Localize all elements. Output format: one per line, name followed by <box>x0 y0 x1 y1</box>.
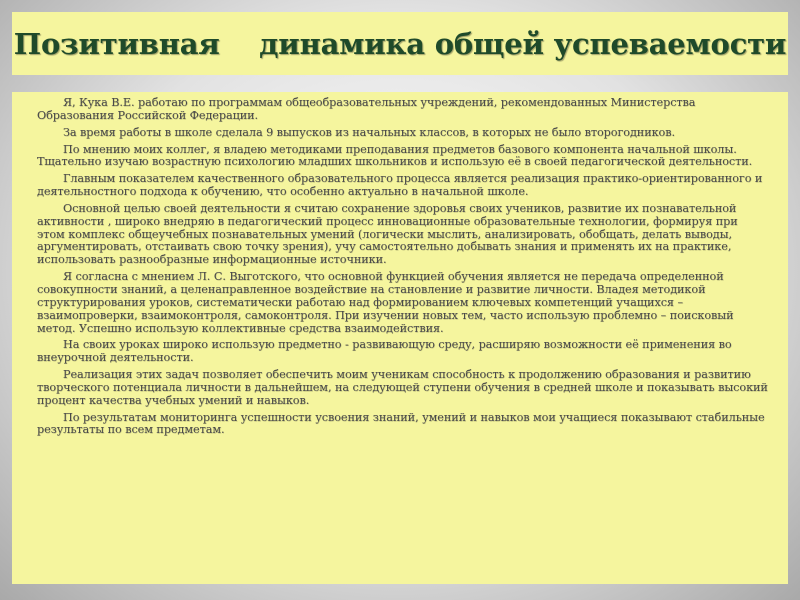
paragraph-6: Я согласна с мнением Л. С. Выготского, что основной функцией обучения является не передача определенной совокупности знаний, а целенаправленное воздействие на становление и развитие личности. Владея методикой структурирования уроков, систематически работаю над формированием ключевых компетенций учащихся – взаимопроверки, взаимоконтроля, самоконтроля. При изучении новых тем, часто использую проблемно – поисковый метод. Успешно использую коллективные средства взаимодействия. <box>37 270 734 335</box>
paragraph-9: По результатам мониторинга успешности усвоения знаний, умений и навыков мои учащиеся показывают стабильные результаты по всем предметам. <box>37 410 765 437</box>
paragraph-7: На своих уроках широко использую предметно - развивающую среду, расширяю возможности её применения во внеурочной деятельности. <box>37 338 732 365</box>
paragraph-3: По мнению моих коллег, я владею методиками преподавания предметов базового компонента начальной школы. Тщательно изучаю возрастную психологию младших школьников и использую её в своей педагогической деятельности. <box>37 142 753 169</box>
title-bar <box>12 12 788 75</box>
paragraph-4: Главным показателем качественного образовательного процесса является реализация практико-ориентированного и деятельностного подхода к обучению, что особенно актуально в начальной школе. <box>37 172 763 199</box>
paragraph-8: Реализация этих задач позволяет обеспечить моим ученикам способность к продолжению образования и развитию творческого потенциала личности в дальнейшем, на следующей ступени обучения в средней школе и показывать высокий процент качества учебных умений и навыков. <box>37 368 768 407</box>
paragraph-1: Я, Кука В.Е. работаю по программам общеобразовательных учреждений, рекомендованных Министерства Образования Российской Федерации. <box>37 96 696 122</box>
slide-title: Позитивная динамика общей успеваемости <box>13 26 787 61</box>
content-box <box>12 92 788 584</box>
paragraph-2: За время работы в школе сделала 9 выпусков из начальных классов, в которых не было второгодников. <box>63 125 675 139</box>
paragraph-5: Основной целью своей деятельности я считаю сохранение здоровья своих учеников, развитие их познавательной активности , широко внедряю в педагогический процесс инновационные образовательные технологии, формируя при этом комплекс общеучебных познавательных умений (логически мыслить, анализировать, обобщать, делать выводы, аргументировать, отстаивать свою точку зрения), учу самостоятельно добывать знания и применять их на практике, использовать разнообразные информационные источники. <box>37 201 738 267</box>
